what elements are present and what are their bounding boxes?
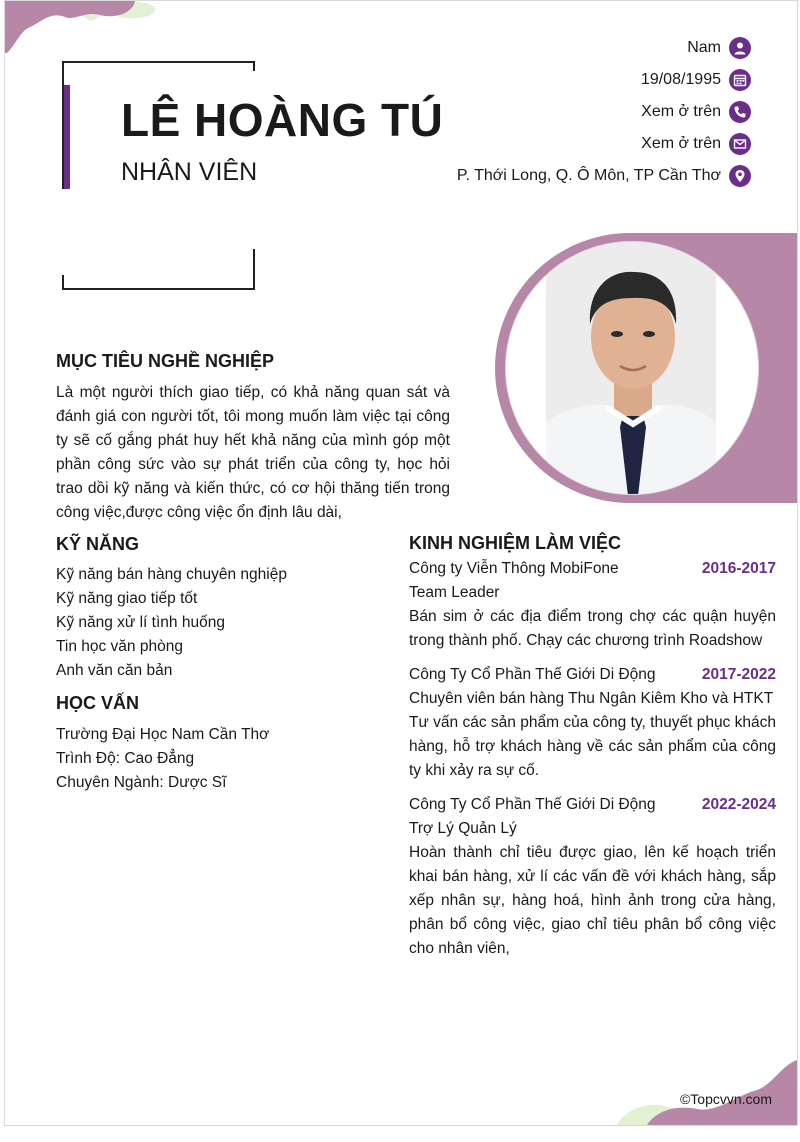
job-role: Team Leader <box>409 584 500 601</box>
contact-text: Xem ở trên <box>641 135 721 152</box>
frame-line <box>253 61 255 71</box>
contact-text: 19/08/1995 <box>640 71 721 88</box>
skill-item: Kỹ năng bán hàng chuyên nghiệp <box>56 566 287 583</box>
cv-page <box>4 0 798 1126</box>
phone-icon <box>729 101 751 123</box>
frame-line <box>62 61 64 87</box>
job-company: Công Ty Cổ Phần Thế Giới Di Động <box>409 796 656 813</box>
contact-address <box>457 160 751 192</box>
skill-item: Kỹ năng xử lí tình huống <box>56 614 225 631</box>
contact-text: P. Thới Long, Q. Ô Môn, TP Cần Thơ <box>456 167 721 184</box>
bottom-right-decoration <box>607 1055 797 1125</box>
job-role: Trợ Lý Quản Lý <box>409 820 517 837</box>
education-item: Trường Đại Học Nam Cần Thơ <box>56 726 270 743</box>
job-years: 2017-2022 <box>701 666 776 683</box>
mail-icon <box>729 133 751 155</box>
experience-title: KINH NGHIỆM LÀM VIỆC <box>409 533 622 553</box>
contact-phone <box>457 96 751 128</box>
job-years: 2022-2024 <box>701 796 776 813</box>
job-header <box>409 557 776 581</box>
candidate-position: NHÂN VIÊN <box>121 158 258 186</box>
candidate-name: LÊ HOÀNG TÚ <box>121 94 444 146</box>
frame-line <box>62 288 255 290</box>
job-role: Chuyên viên bán hàng Thu Ngân Kiêm Kho và HTKT <box>409 690 774 707</box>
job-years: 2016-2017 <box>701 560 776 577</box>
skill-item: Anh văn căn bản <box>56 662 173 679</box>
frame-line <box>62 275 64 290</box>
contact-text: Xem ở trên <box>641 103 721 120</box>
skills-list <box>56 563 287 683</box>
calendar-icon <box>729 69 751 91</box>
objective-text: Là một người thích giao tiếp, có khả năng quan sát và đánh giá con người tốt, tôi mong muốn làm việc tại công ty sẽ cố gắng phát huy hết khả năng của mình góp một phần công sức vào sự phát triển của công ty, học hỏi trao dồi kỹ năng và kiến thức, có cơ hội thăng tiến trong công việc,được công việc ổn định lâu dài, <box>56 384 450 521</box>
top-left-decoration <box>5 1 165 61</box>
accent-bar <box>64 85 70 189</box>
profile-photo <box>505 241 759 495</box>
contact-email <box>457 128 751 160</box>
job-company: Công Ty Cổ Phần Thế Giới Di Động <box>409 666 656 683</box>
copyright-footer[interactable]: ©Topcvvn.com <box>679 1091 772 1107</box>
education-item: Chuyên Ngành: Dược Sĩ <box>56 774 227 791</box>
job-description: Hoàn thành chỉ tiêu được giao, lên kế hoạch triển khai bán hàng, xử lí các vấn đề với khách hàng, sắp xếp nhân sự, hàng hoá, hình ảnh trong cửa hàng, phân bổ công việc, giao chỉ tiêu phân bổ công việc cho nhân viên, <box>409 844 776 957</box>
skill-item: Tin học văn phòng <box>56 638 183 655</box>
skill-item: Kỹ năng giao tiếp tốt <box>56 590 198 607</box>
portrait-illustration <box>506 242 759 495</box>
person-icon <box>729 37 751 59</box>
location-icon <box>729 165 751 187</box>
education-item: Trình Độ: Cao Đẳng <box>56 750 195 767</box>
skills-title: KỸ NĂNG <box>56 534 140 554</box>
job-description: Tư vấn các sản phẩm của công ty, thuyết phục khách hàng, hỗ trợ khách hàng về các sản phẩm của công ty khi xảy ra sự cố. <box>409 714 776 779</box>
job-description: Bán sim ở các địa điểm trong chợ các quận huyện trong thành phố. Chạy các chương trình Roadshow <box>409 608 776 649</box>
frame-line <box>253 249 255 290</box>
contact-birthday <box>457 64 751 96</box>
job-company: Công ty Viễn Thông MobiFone <box>409 560 619 577</box>
education-list <box>56 723 269 795</box>
education-title: HỌC VẤN <box>56 693 140 713</box>
contact-text: Nam <box>687 39 721 56</box>
frame-line <box>62 61 255 63</box>
objective-title: MỤC TIÊU NGHỀ NGHIỆP <box>56 351 275 371</box>
contact-gender <box>457 32 751 64</box>
contact-list <box>457 32 751 192</box>
job-header <box>409 663 776 687</box>
job-header <box>409 793 776 817</box>
